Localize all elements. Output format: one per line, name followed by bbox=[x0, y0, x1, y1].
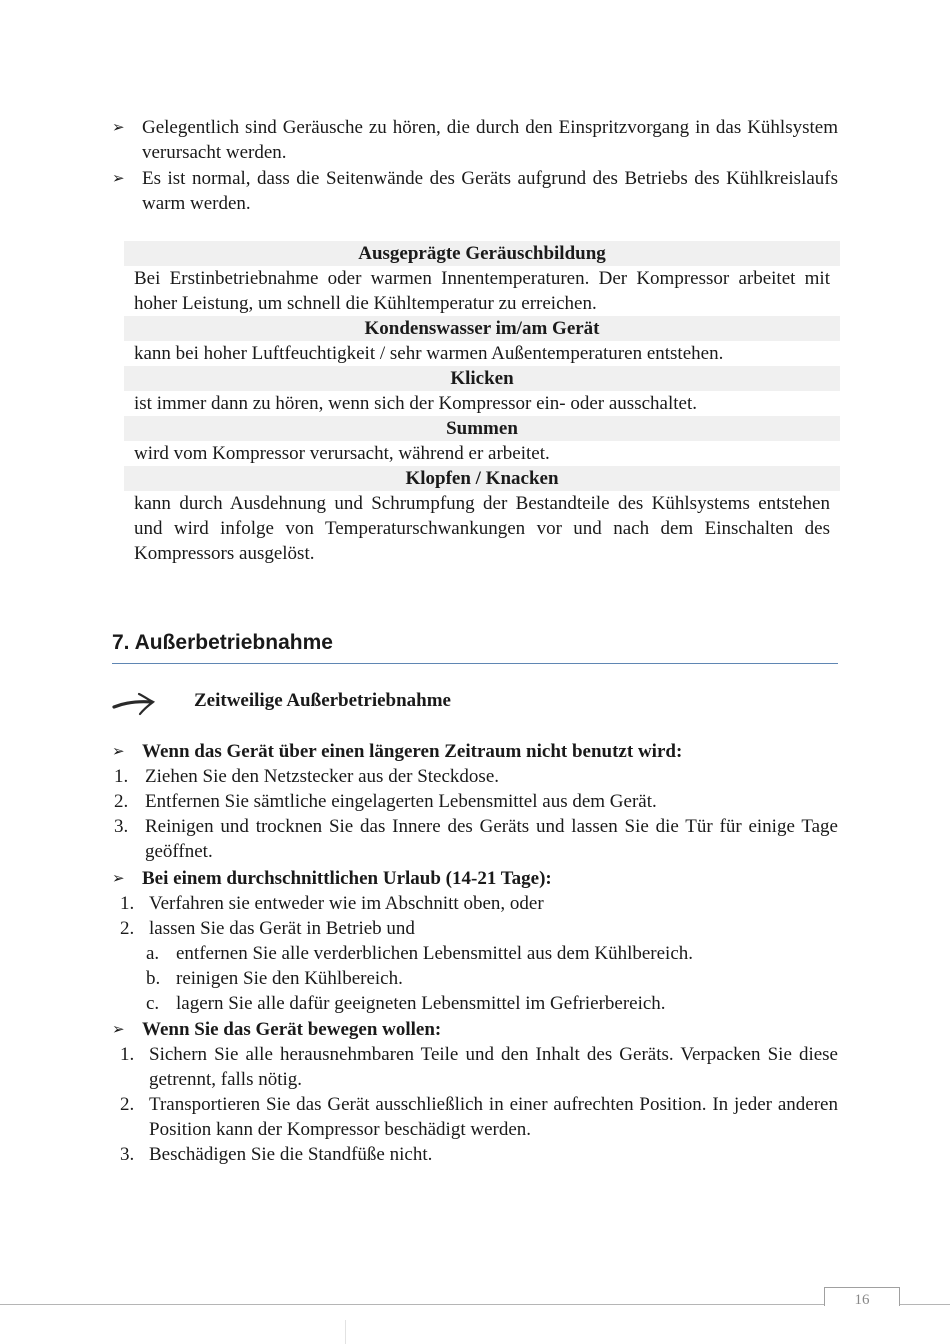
footer-rule bbox=[0, 1304, 950, 1305]
list-item bbox=[112, 814, 838, 864]
list-item bbox=[112, 1142, 838, 1167]
noise-table-heading: Kondenswasser im/am Gerät bbox=[124, 316, 840, 341]
sub-list-item bbox=[112, 941, 838, 966]
list-text: Sichern Sie alle herausnehmbaren Teile und den Inhalt des Geräts. Verpacken Sie diese getrennt, falls nötig. bbox=[149, 1044, 838, 1090]
sub-list-letter: c. bbox=[146, 993, 160, 1014]
intro-bullet bbox=[112, 115, 838, 165]
group-heading bbox=[112, 866, 838, 891]
sub-list-text: entfernen Sie alle verderblichen Lebensmittel aus dem Kühlbereich. bbox=[176, 943, 694, 964]
group-heading bbox=[112, 739, 838, 764]
noise-table-text: kann bei hoher Luftfeuchtigkeit / sehr warmen Außentemperaturen entstehen. bbox=[134, 343, 724, 364]
list-text: Beschädigen Sie die Standfüße nicht. bbox=[149, 1144, 433, 1165]
list-number: 3. bbox=[120, 1144, 135, 1165]
list-number: 1. bbox=[120, 1044, 135, 1065]
arrow-bullet-icon: ➢ bbox=[112, 169, 125, 187]
noise-table-heading: Ausgeprägte Geräuschbildung bbox=[124, 241, 840, 266]
list-number: 2. bbox=[120, 918, 135, 939]
list-text: Transportieren Sie das Gerät ausschließlich in einer aufrechten Position. In jeder anderen Position kann der Kompressor beschädigt werden. bbox=[149, 1094, 838, 1140]
group-heading-text: Bei einem durchschnittlichen Urlaub (14-21 Tage): bbox=[142, 868, 552, 889]
list-text: Reinigen und trocknen Sie das Innere des Geräts und lassen Sie die Tür für einige Tage geöffnet. bbox=[145, 816, 838, 862]
sub-list-letter: b. bbox=[146, 968, 161, 989]
list-item bbox=[112, 1092, 838, 1142]
noise-table-heading: Summen bbox=[124, 416, 840, 441]
page-number: 16 bbox=[824, 1287, 900, 1306]
section-title: 7. Außerbetriebnahme bbox=[112, 630, 838, 664]
list-text: Verfahren sie entweder wie im Abschnitt oben, oder bbox=[149, 893, 544, 914]
list-text: lassen Sie das Gerät in Betrieb und bbox=[149, 918, 415, 939]
intro-bullet-text: Es ist normal, dass die Seitenwände des Geräts aufgrund des Betriebs des Kühlkreislaufs warm werden. bbox=[142, 168, 838, 214]
list-number: 3. bbox=[114, 816, 129, 837]
arrow-bullet-icon: ➢ bbox=[112, 869, 125, 887]
sub-list-item bbox=[112, 991, 838, 1016]
group-heading-text: Wenn Sie das Gerät bewegen wollen: bbox=[142, 1019, 442, 1040]
instruction-group bbox=[112, 739, 838, 864]
list-text: Ziehen Sie den Netzstecker aus der Steckdose. bbox=[145, 766, 500, 787]
list-number: 2. bbox=[114, 791, 129, 812]
list-number: 1. bbox=[114, 766, 129, 787]
arrow-bullet-icon: ➢ bbox=[112, 1020, 125, 1038]
list-item bbox=[112, 916, 838, 941]
intro-bullet-text: Gelegentlich sind Geräusche zu hören, die durch den Einspritzvorgang in das Kühlsystem verursacht werden. bbox=[142, 117, 838, 163]
sub-list-text: lagern Sie alle dafür geeigneten Lebensmittel im Gefrierbereich. bbox=[176, 993, 666, 1014]
arrow-bullet-icon: ➢ bbox=[112, 118, 125, 136]
subheading: Zeitweilige Außerbetriebnahme bbox=[194, 690, 451, 711]
noise-table bbox=[124, 241, 840, 566]
list-number: 1. bbox=[120, 893, 135, 914]
group-heading bbox=[112, 1017, 838, 1042]
instruction-group bbox=[112, 1017, 838, 1167]
sub-list-item bbox=[112, 966, 838, 991]
list-item bbox=[112, 1042, 838, 1092]
brush-arrow-icon bbox=[112, 690, 156, 718]
list-number: 2. bbox=[120, 1094, 135, 1115]
arrow-bullet-icon: ➢ bbox=[112, 742, 125, 760]
noise-table-heading: Klicken bbox=[124, 366, 840, 391]
list-item bbox=[112, 891, 838, 916]
sub-list-text: reinigen Sie den Kühlbereich. bbox=[176, 968, 403, 989]
list-text: Entfernen Sie sämtliche eingelagerten Lebensmittel aus dem Gerät. bbox=[145, 791, 657, 812]
noise-table-heading: Klopfen / Knacken bbox=[124, 466, 840, 491]
noise-table-text: wird vom Kompressor verursacht, während er arbeitet. bbox=[134, 443, 550, 464]
group-heading-text: Wenn das Gerät über einen längeren Zeitraum nicht benutzt wird: bbox=[142, 741, 683, 762]
intro-bullet bbox=[112, 166, 838, 216]
noise-table-text: ist immer dann zu hören, wenn sich der Kompressor ein- oder ausschaltet. bbox=[134, 393, 697, 414]
crop-mark bbox=[345, 1320, 346, 1344]
list-item bbox=[112, 789, 838, 814]
noise-table-text: Bei Erstinbetriebnahme oder warmen Innentemperaturen. Der Kompressor arbeitet mit hoher Leistung, um schnell die Kühltemperatur zu erreichen. bbox=[134, 268, 830, 314]
list-item bbox=[112, 764, 838, 789]
noise-table-text: kann durch Ausdehnung und Schrumpfung der Bestandteile des Kühlsystems entstehen und wird infolge von Temperaturschwankungen vor und nach dem Einschalten des Kompressors ausgelöst. bbox=[134, 493, 830, 564]
instruction-group bbox=[112, 866, 838, 1016]
sub-list-letter: a. bbox=[146, 943, 160, 964]
